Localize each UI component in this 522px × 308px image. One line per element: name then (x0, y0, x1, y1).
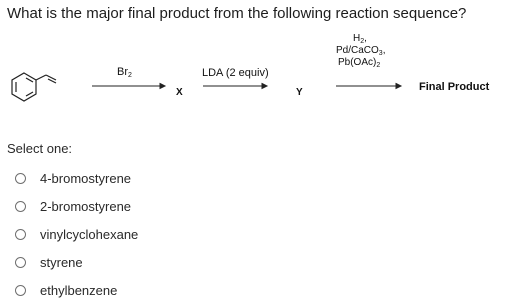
radio-button[interactable] (15, 257, 26, 268)
reagent-pd-caco3: Pd/CaCO$_3$, (336, 45, 386, 57)
radio-button[interactable] (15, 285, 26, 296)
reagent-br2: $Br_2$ (117, 66, 132, 79)
reaction-scheme (0, 30, 522, 120)
option-ethylbenzene[interactable] (14, 276, 138, 304)
reaction-arrow-1-head (160, 84, 165, 89)
ring-double-bond (26, 78, 33, 82)
option-label[interactable]: 4-bromostyrene (40, 170, 132, 186)
option-styrene[interactable] (14, 248, 138, 276)
radio-button[interactable] (15, 201, 26, 212)
option-2-bromostyrene[interactable] (14, 192, 138, 220)
vinyl-bond (36, 75, 46, 80)
reaction-arrow-3-head (396, 84, 401, 89)
intermediate-x: X (176, 87, 183, 98)
option-label[interactable]: styrene (40, 254, 83, 270)
option-label[interactable]: 2-bromostyrene (40, 198, 132, 214)
option-4-bromostyrene[interactable] (14, 164, 138, 192)
select-one-prompt: Select one: (7, 141, 73, 156)
option-label[interactable]: vinylcyclohexane (40, 226, 139, 242)
reagent-lda: LDA (2 equiv) (202, 67, 269, 79)
reaction-arrow-2-head (262, 84, 267, 89)
option-vinylcyclohexane[interactable] (14, 220, 138, 248)
radio-button[interactable] (15, 173, 26, 184)
radio-button[interactable] (15, 229, 26, 240)
reagent-h2: $H_2$, (353, 33, 367, 45)
final-product-label: Final Product (419, 81, 490, 93)
option-label[interactable]: ethylbenzene (40, 282, 118, 298)
vinyl-double-bond (46, 75, 56, 80)
styrene-structure (12, 73, 56, 101)
answer-options (14, 164, 138, 304)
intermediate-y: Y (296, 87, 303, 98)
reagent-pb-oac2: $Pb(OAc)_2$ (338, 57, 381, 69)
ring-double-bond (26, 92, 33, 96)
question-text: What is the major final product from the following reaction sequence? (7, 5, 467, 22)
